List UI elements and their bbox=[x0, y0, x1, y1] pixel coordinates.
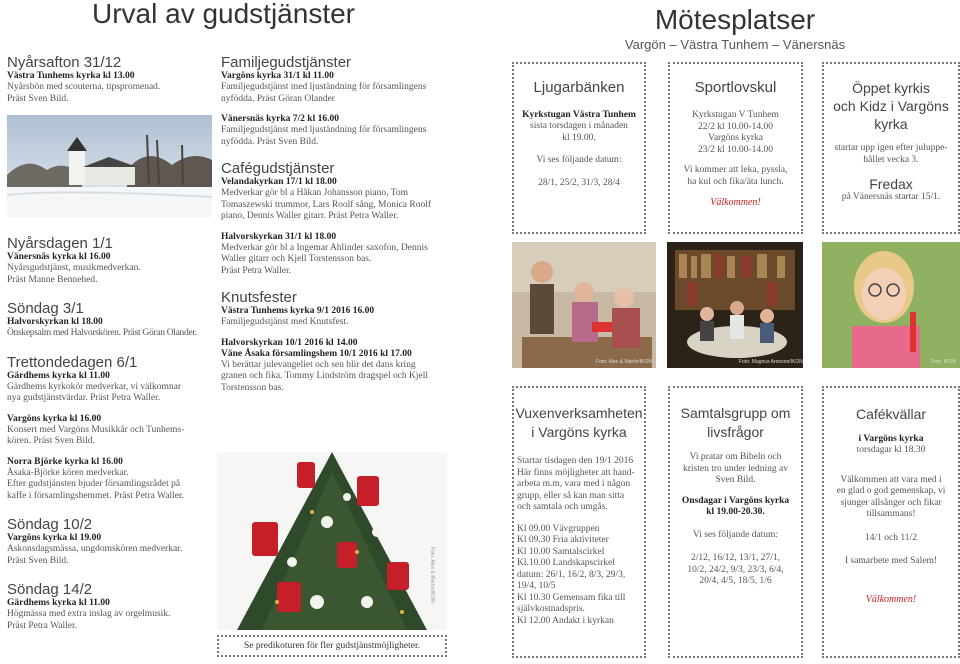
place: Halvorskyrkan 10/1 2016 kl 14.00 bbox=[221, 337, 358, 348]
text: Vi pratar om Bibeln och bbox=[689, 452, 782, 462]
box-title-line: Samtalsgrupp om bbox=[680, 405, 791, 421]
box-title-line: livsfrågor bbox=[707, 424, 764, 440]
place: Vargöns kyrka 31/1 kl 11.00 bbox=[221, 71, 334, 81]
list-item: Kl 10.30 Gemensam fika till bbox=[517, 592, 626, 603]
fredax-title: Fredax bbox=[869, 176, 913, 192]
text: Familjegudstjänst med ljuständning för församlingens bbox=[221, 82, 427, 92]
text: 2/12, 16/12, 13/1, 27/1, bbox=[691, 553, 780, 563]
photo-knitting bbox=[512, 242, 656, 368]
place: Västra Tunhems kyrka kl 13.00 bbox=[7, 71, 135, 81]
photo-library bbox=[667, 242, 803, 368]
text: kl 19.00. bbox=[562, 132, 596, 143]
text: Waller gitarr och Kjell Torstensson bas. bbox=[221, 254, 372, 264]
text: 28/1, 25/2, 31/3, 28/4 bbox=[538, 177, 620, 188]
text: kören. Präst Sven Bild. bbox=[7, 436, 95, 446]
heading-trettondedagen: Trettondedagen 6/1 bbox=[7, 353, 138, 371]
text: Präst Petra Waller. bbox=[7, 620, 78, 631]
text: Nyårsbön med scouterna, tipspromenad. bbox=[7, 82, 161, 92]
text: granen och fika. Tommy Lindström dragspel och Kjell bbox=[221, 371, 429, 381]
text: Vi kommer att leka, pyssla, bbox=[683, 165, 788, 175]
text: Familjegudstjänst med ljuständning för församlingens bbox=[221, 125, 427, 135]
list-item: datum: 26/1, 16/2, 8/3, 29/3, bbox=[517, 569, 626, 580]
photo-girl bbox=[822, 242, 960, 368]
box-oppet-kyrkis bbox=[822, 62, 960, 234]
left-title: Urval av gudstjänster bbox=[92, 0, 356, 29]
text: Gärdhems kyrkokör medverkar, vi välkomnar bbox=[7, 381, 181, 392]
heading-knutsfester: Knutsfester bbox=[221, 289, 297, 306]
text: Tomaszewski trummor, Lars Roolf sång, Monica Roolf bbox=[221, 199, 432, 210]
box-title: Ljugarbänken bbox=[533, 79, 625, 96]
text: Medverkar gör bl a Ingemar Ahlinder saxofon, Dennis bbox=[221, 242, 428, 253]
text: nyfödda. Präst Sven Bild. bbox=[221, 136, 319, 147]
box-title: Sportlovskul bbox=[694, 79, 777, 96]
middle-column bbox=[221, 54, 461, 394]
place: i Vargöns kyrka bbox=[858, 434, 924, 444]
text: Präst Sven Bild. bbox=[7, 555, 69, 566]
text: Medverkar gör bl a Håkan Johansson piano, Tom bbox=[221, 188, 409, 198]
box-title bbox=[824, 79, 958, 133]
photo-credit: Foto: IKON bbox=[930, 359, 956, 365]
footer-text: Se predikoturen för fler gudstjänstmöjligheter. bbox=[244, 641, 420, 651]
text: Präst Manne Bennehed. bbox=[7, 274, 98, 285]
text: Torstensson bas. bbox=[221, 382, 284, 393]
left-column-2 bbox=[7, 235, 212, 632]
list-item: Kl 12.00 Andakt i kyrkan bbox=[517, 615, 614, 626]
photo-credit: Foto: Alex & Martin/IKON bbox=[596, 359, 652, 365]
place: Vargöns kyrka kl 19.00 bbox=[7, 533, 102, 543]
heading-nyarsdagen: Nyårsdagen 1/1 bbox=[7, 235, 113, 252]
box-title-line: i Vargöns kyrka bbox=[531, 424, 627, 440]
photo-credit: Foto: Alex & Martin/IKON bbox=[429, 547, 435, 603]
place: Väne Åsaka församlingshem 10/1 2016 kl 17.00 bbox=[221, 348, 412, 359]
box-title-line: Öppet kyrkis bbox=[852, 80, 930, 96]
text: Vi ses följande datum: bbox=[536, 155, 622, 165]
text: Familjegudstjänst med Knutsfest. bbox=[221, 317, 349, 327]
text: tillsammans! bbox=[866, 509, 916, 519]
church-photo bbox=[7, 115, 212, 217]
text: 20/4, 4/5, 18/5, 1/6 bbox=[699, 576, 772, 586]
welcome-text: Välkommen! bbox=[710, 197, 761, 208]
text: en glad o god gemenskap, vi bbox=[836, 486, 946, 496]
text: 14/1 och 11/2 bbox=[865, 532, 917, 543]
box-title-line: kyrka bbox=[874, 116, 908, 132]
box-samtalsgrupp bbox=[668, 386, 803, 658]
text: Vi ses följande datum: bbox=[692, 529, 779, 540]
text: hållet vecka 3. bbox=[863, 154, 919, 165]
place: Kyrkstugan Västra Tunhem bbox=[522, 110, 636, 120]
place: Halvorskyrkan kl 18.00 bbox=[7, 317, 103, 327]
heading-familjegudstjanster: Familjegudstjänster bbox=[221, 54, 352, 71]
place: Vänersnäs kyrka 7/2 kl 16.00 bbox=[221, 114, 339, 124]
christmas-tree-photo bbox=[217, 452, 447, 630]
text: Askonsdagsmässa, ungdomskören medverkar. bbox=[7, 544, 183, 554]
list-item: 19/4, 10/5 bbox=[517, 581, 556, 591]
place: Vänersnäs kyrka kl 16.00 bbox=[7, 252, 111, 262]
heading-sondag-3: Söndag 3/1 bbox=[7, 300, 84, 317]
text: Sven Bild. bbox=[715, 475, 756, 485]
text: Nyårsgudstjänst, musikmedverkan. bbox=[7, 263, 141, 273]
text: kristen tro under ledning av bbox=[682, 463, 788, 474]
welcome-text: Välkommen! bbox=[865, 593, 917, 605]
list-item: Kl 09.30 Fria aktiviteter bbox=[517, 535, 609, 545]
text: Vargöns kyrka bbox=[708, 133, 763, 143]
heading-sondag-14: Söndag 14/2 bbox=[7, 581, 93, 598]
place: Gärdhems kyrka kl 11.00 bbox=[7, 370, 110, 381]
place: Vargöns kyrka kl 16.00 bbox=[7, 413, 102, 424]
text: Kyrkstugan V Tunhem bbox=[692, 110, 779, 120]
place: Norra Björke kyrka kl 16.00 bbox=[7, 456, 123, 467]
place: Onsdagar i Vargöns kyrka bbox=[681, 495, 790, 506]
text: ha kul och fika/äta lunch. bbox=[687, 176, 784, 187]
text: 22/2 kl 10.00-14.00 bbox=[698, 121, 773, 132]
text: Präst Sven Bild. bbox=[7, 93, 69, 104]
text: Vi berättar julevangeliet och sen blir det dans kring bbox=[221, 359, 416, 370]
place: Halvorskyrkan 31/1 kl 18.00 bbox=[221, 231, 337, 242]
activity-list bbox=[517, 524, 641, 628]
box-cafekvallar bbox=[822, 386, 960, 658]
text: Präst Petra Waller. bbox=[221, 265, 292, 276]
heading-nyarsafton: Nyårsafton 31/12 bbox=[7, 54, 122, 71]
text: startar upp igen efter juluppe- bbox=[834, 143, 948, 153]
text: 10/2, 24/2, 9/3, 23/3, 6/4, bbox=[687, 564, 784, 575]
text: I samarbete med Salem! bbox=[844, 556, 938, 566]
heading-cafegudstjanster: Cafégudstjänster bbox=[221, 160, 335, 177]
list-item: självkostnadspris. bbox=[517, 604, 585, 614]
box-vuxenverksamheten bbox=[512, 386, 646, 658]
place: Velandakyrkan 17/1 kl 18.00 bbox=[221, 177, 337, 187]
text: kaffe i församlingshemmet. Präst Petra Waller. bbox=[7, 490, 184, 501]
text: Önskepsalm med Halvorskören. Präst Göran Olander. bbox=[7, 328, 197, 338]
text: Välkommen att vara med i bbox=[840, 474, 942, 485]
footer-box bbox=[217, 635, 447, 657]
text: Åsaka-Björke kören medverkar. bbox=[7, 467, 129, 478]
place: Gärdhems kyrka kl 11.00 bbox=[7, 598, 110, 608]
text: Efter gudstjänsten bjuder församlingsrådet på bbox=[7, 479, 181, 489]
text: Högmässa med extra inslag av orgelmusik. bbox=[7, 609, 171, 619]
box-title bbox=[670, 404, 801, 442]
place: kl 19.00-20.30. bbox=[706, 506, 765, 517]
box-title: Cafékvällar bbox=[855, 406, 927, 422]
text: på Vänersnäs startar 15/1. bbox=[841, 192, 941, 202]
intro-text: Startar tisdagen den 19/1 2016 Här finns möjligheter att hand-arbeta m.m, vara med i någon grupp, eller så kan man sitta och samtala och umgås. bbox=[517, 456, 635, 512]
text: sjunger allsånger och fikar bbox=[840, 497, 942, 508]
photo-credit: Foto: Magnus Aronson/IKON bbox=[739, 359, 803, 365]
text: sista torsdagen i månaden bbox=[530, 121, 628, 131]
list-item: Kl.10.00 Landskapscirkel bbox=[517, 558, 615, 568]
box-sportlovskul bbox=[668, 62, 803, 234]
right-subtitle: Vargön – Västra Tunhem – Vänersnäs bbox=[624, 37, 846, 52]
box-title bbox=[514, 404, 644, 442]
text: nyfödda. Präst Göran Olander bbox=[221, 93, 335, 104]
text: nya gudstjänstvärdar. Präst Petra Waller. bbox=[7, 393, 161, 403]
place: Västra Tunhems kyrka 9/1 2016 16.00 bbox=[221, 306, 375, 316]
text: Konsert med Vargöns Musikkår och Tunhems- bbox=[7, 424, 185, 435]
list-item: Kl 10.00 Samtalscirkel bbox=[517, 546, 605, 557]
box-ljugarbanken bbox=[512, 62, 646, 234]
box-title-line: Vuxenverksamheten bbox=[515, 405, 643, 421]
text: torsdagar kl 18.30 bbox=[856, 445, 926, 455]
left-column bbox=[7, 54, 212, 105]
box-title-line: och Kidz i Vargöns bbox=[833, 98, 949, 114]
list-item: Kl 09.00 Vävgruppen bbox=[517, 523, 600, 534]
text: piano, Dennis Waller gitarr. Präst Petra Waller. bbox=[221, 211, 399, 221]
right-title: Mötesplatser bbox=[654, 4, 816, 35]
text: 23/2 kl 10.00-14.00 bbox=[698, 144, 773, 155]
heading-sondag-10: Söndag 10/2 bbox=[7, 516, 93, 533]
